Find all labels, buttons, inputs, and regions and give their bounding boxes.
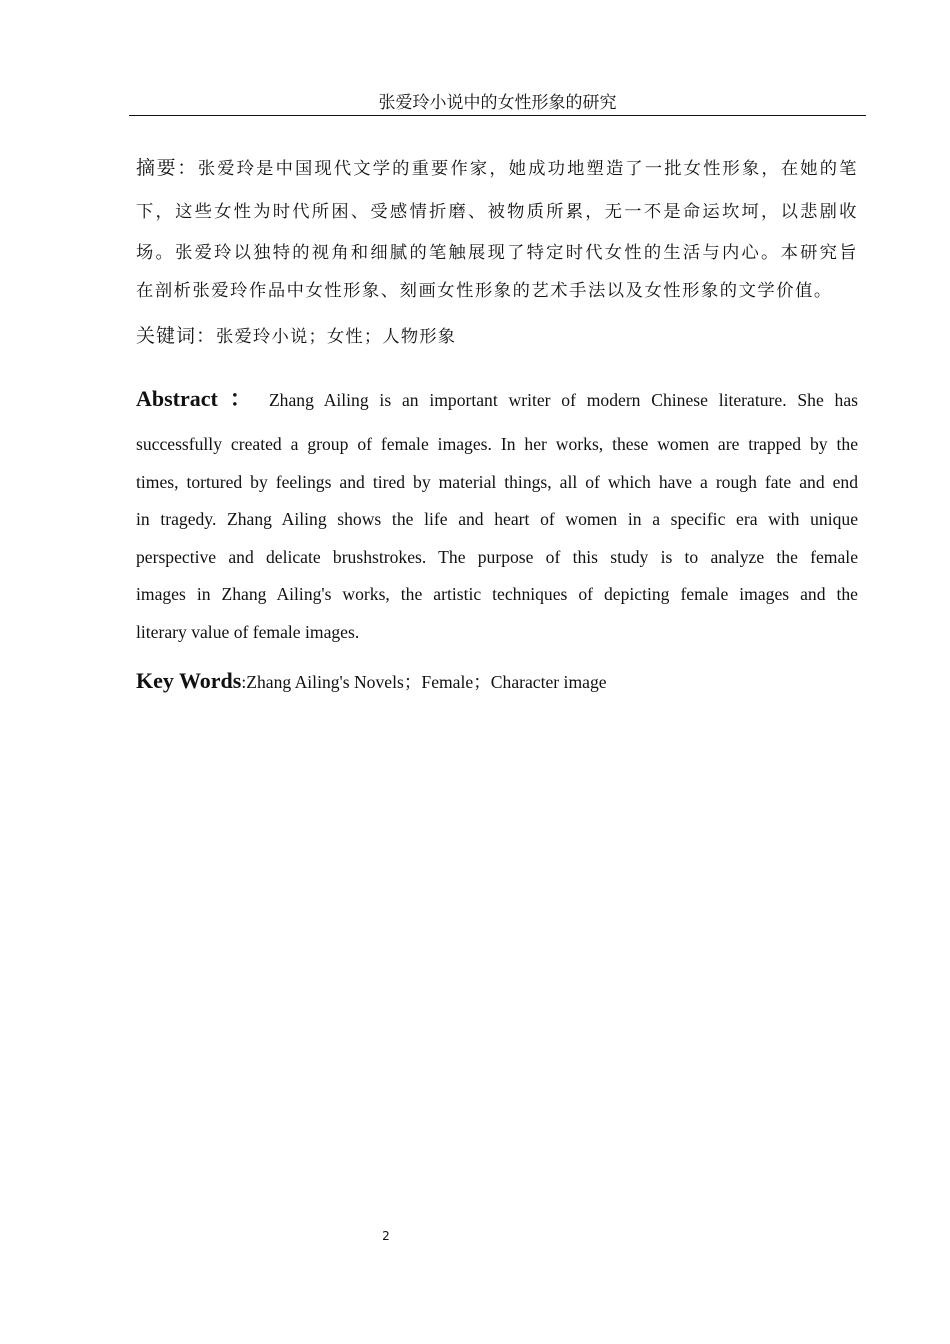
chinese-abstract-line: 摘要：张爱玲是中国现代文学的重要作家，她成功地塑造了一批女性形象，在她的笔	[136, 157, 858, 179]
english-keywords-text: Zhang Ailing's Novels；Female；Character image	[246, 672, 607, 692]
english-abstract-line: Abstract ： Zhang Ailing is an important writer of modern Chinese literature. She has	[136, 386, 858, 411]
english-abstract-line: literary value of female images.	[136, 621, 360, 642]
english-abstract-line: times, tortured by feelings and tired by material things, all of which have a rough fate and end	[136, 471, 858, 492]
english-abstract-line: perspective and delicate brushstrokes. The purpose of this study is to analyze the female	[136, 546, 858, 567]
chinese-keywords-text: 张爱玲小说；女性；人物形象	[216, 327, 457, 347]
english-keywords-separator: :	[241, 672, 247, 692]
english-abstract-line: successfully created a group of female images. In her works, these women are trapped by the	[136, 434, 858, 454]
english-abstract-label: Abstract ：	[136, 386, 259, 411]
chinese-abstract	[136, 146, 858, 310]
page-number: 2	[382, 1229, 390, 1243]
english-abstract-line: images in Zhang Ailing's works, the artistic techniques of depicting female images and the	[136, 584, 858, 604]
english-abstract	[136, 380, 858, 651]
chinese-abstract-label: 摘要：	[136, 157, 198, 179]
english-abstract-line: in tragedy. Zhang Ailing shows the life and heart of women in a specific era with unique	[136, 509, 858, 529]
chinese-abstract-line: 场。张爱玲以独特的视角和细腻的笔触展现了特定时代女性的生活与内心。本研究旨	[136, 243, 858, 263]
chinese-abstract-line: 下，这些女性为时代所困、受感情折磨、被物质所累，无一不是命运坎坷，以悲剧收	[136, 202, 858, 222]
english-keywords-label: Key Words	[136, 668, 242, 693]
header-rule	[129, 115, 866, 116]
chinese-keywords-label: 关键词：	[136, 325, 217, 347]
english-keywords	[136, 666, 607, 697]
chinese-keywords	[136, 322, 456, 351]
running-header-title: 张爱玲小说中的女性形象的研究	[378, 93, 617, 113]
chinese-abstract-line: 在剖析张爱玲作品中女性形象、刻画女性形象的艺术手法以及女性形象的文学价值。	[136, 281, 833, 301]
